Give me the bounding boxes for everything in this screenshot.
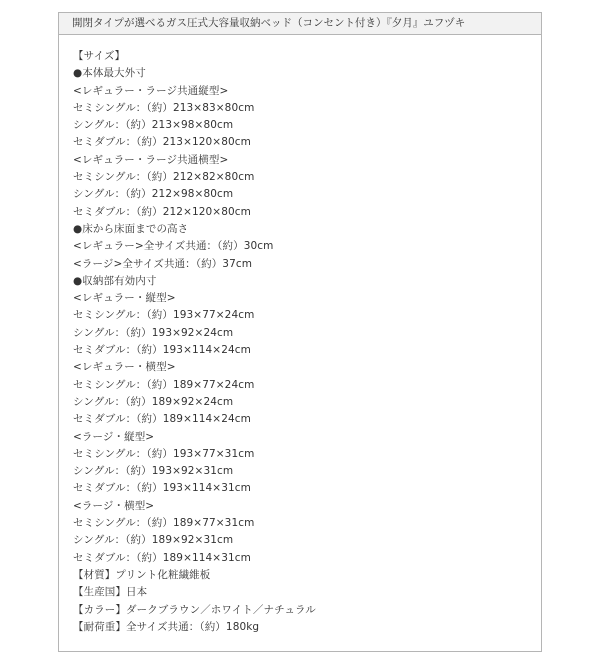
spec-line: <ラージ・縦型> bbox=[73, 430, 155, 443]
spec-line: セミダブル：（約）212×120×80cm bbox=[73, 205, 251, 218]
spec-line: 【耐荷重】全サイズ共通：（約）180kg bbox=[73, 620, 260, 633]
spec-line: シングル：（約）193×92×24cm bbox=[73, 326, 234, 339]
spec-line: セミダブル：（約）213×120×80cm bbox=[73, 136, 251, 149]
spec-line: セミシングル：（約）213×83×80cm bbox=[73, 101, 255, 114]
spec-line: セミシングル：（約）193×77×31cm bbox=[73, 447, 255, 460]
spec-line: セミシングル：（約）212×82×80cm bbox=[73, 171, 255, 184]
spec-line: <レギュラー>全サイズ共通：（約）30cm bbox=[73, 240, 274, 253]
spec-line: 【カラー】ダークブラウン／ホワイト／ナチュラル bbox=[73, 603, 316, 616]
spec-line: <レギュラー・横型> bbox=[73, 361, 176, 374]
spec-line: <ラージ・横型> bbox=[73, 499, 155, 512]
spec-line: セミダブル：（約）193×114×24cm bbox=[73, 344, 251, 357]
spec-list bbox=[59, 48, 541, 636]
spec-line: セミシングル：（約）193×77×24cm bbox=[73, 309, 255, 322]
spec-line: <レギュラー・ラージ共通縦型> bbox=[73, 84, 229, 97]
spec-panel bbox=[58, 12, 542, 652]
spec-line: シングル：（約）189×92×31cm bbox=[73, 534, 234, 547]
panel-title: 開閉タイプが選べるガス圧式大容量収納ベッド（コンセント付き）『夕月』ユフヅキ bbox=[59, 13, 541, 35]
spec-line: シングル：（約）212×98×80cm bbox=[73, 188, 234, 201]
spec-line: セミダブル：（約）189×114×24cm bbox=[73, 413, 251, 426]
spec-line: ●収納部有効内寸 bbox=[73, 274, 157, 287]
spec-line: <レギュラー・ラージ共通横型> bbox=[73, 153, 229, 166]
spec-line: 【サイズ】 bbox=[73, 50, 126, 62]
spec-line: 【材質】プリント化粧繊維板 bbox=[73, 568, 211, 581]
spec-line: シングル：（約）213×98×80cm bbox=[73, 119, 234, 132]
spec-line: シングル：（約）193×92×31cm bbox=[73, 465, 234, 478]
spec-line: ●床から床面までの高さ bbox=[73, 222, 189, 235]
spec-line: セミシングル：（約）189×77×31cm bbox=[73, 517, 255, 530]
spec-line: セミシングル：（約）189×77×24cm bbox=[73, 378, 255, 391]
spec-line: <ラージ>全サイズ共通：（約）37cm bbox=[73, 257, 253, 270]
spec-line: シングル：（約）189×92×24cm bbox=[73, 395, 234, 408]
spec-line: セミダブル：（約）193×114×31cm bbox=[73, 482, 251, 495]
spec-line: <レギュラー・縦型> bbox=[73, 292, 176, 305]
spec-line: セミダブル：（約）189×114×31cm bbox=[73, 551, 251, 564]
spec-line: 【生産国】日本 bbox=[73, 586, 148, 599]
spec-line: ●本体最大外寸 bbox=[73, 67, 146, 80]
